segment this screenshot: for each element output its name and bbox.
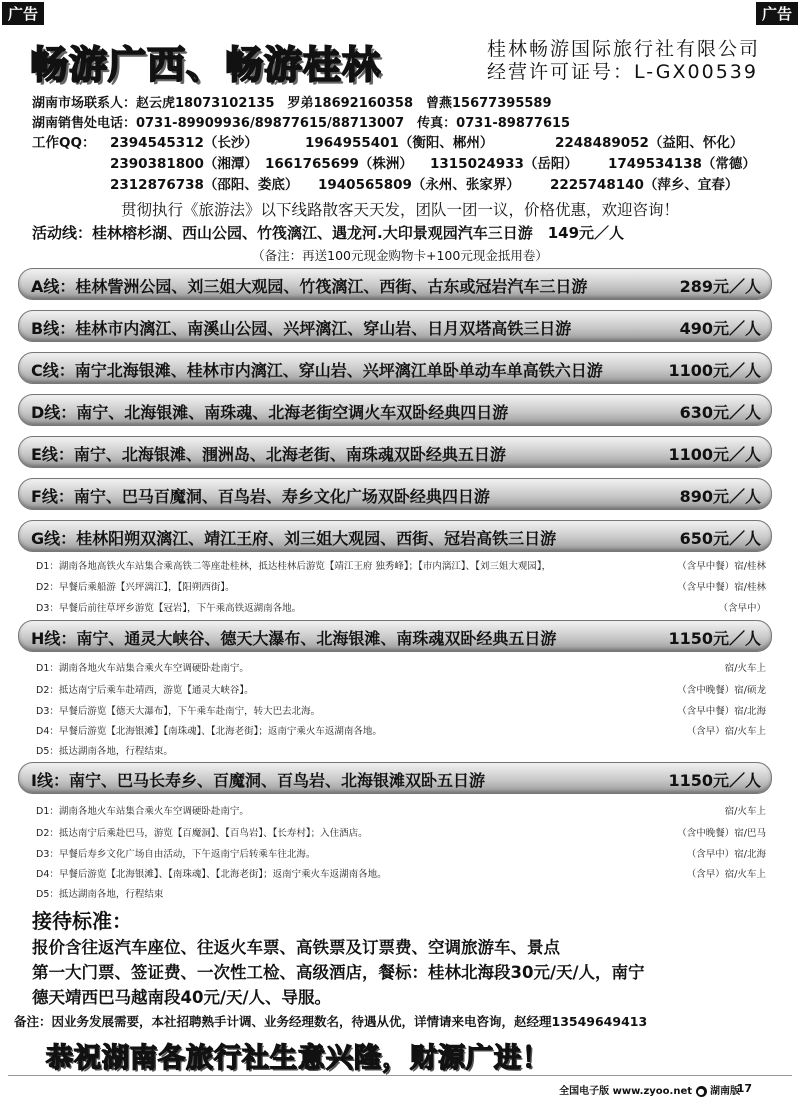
route-title: C线：南宁北海银滩、桂林市内漓江、穿山岩、兴坪漓江单卧单动车单高铁六日游 (31, 361, 603, 380)
slogan: 恭祝湖南各旅行社生意兴隆，财源广进！ (46, 1043, 550, 1074)
route-bar-c (18, 352, 772, 384)
itinerary-row: D4：早餐后游览【北海银滩】【南珠魂】、【北海老街】；返南宁乘火车返湖南各地。 （含早）宿/火车上 (36, 726, 766, 737)
route-title: A线：桂林訾洲公园、刘三姐大观园、竹筏漓江、西街、古东或冠岩汽车三日游 (31, 277, 588, 296)
license-number: 经营许可证号：L-GX00539 (486, 61, 758, 83)
route-title: G线：桂林阳朔双漓江、靖江王府、刘三姐大观园、西街、冠岩高铁三日游 (31, 529, 557, 548)
qq-item: 1940565809（永州、张家界） (318, 177, 520, 193)
route-bar-b (18, 310, 772, 342)
route-title: B线：桂林市内漓江、南溪山公园、兴坪漓江、穿山岩、日月双塔高铁三日游 (31, 319, 572, 338)
footer-edition: 湖南版 (710, 1086, 740, 1097)
service-standard-title: 接待标准： (32, 909, 132, 933)
itinerary-row: D1：湖南各地火车站集合乘火车空调硬卧赴南宁。 宿/火车上 (36, 806, 766, 817)
service-standard-line: 德天靖西巴马越南段40元/天/人、导服。 (32, 988, 332, 1007)
route-bar-g (18, 520, 772, 552)
route-bar-d (18, 394, 772, 426)
itinerary-row: D2：抵达南宁后乘车赴靖西，游览【通灵大峡谷】。 （含中晚餐）宿/硕龙 (36, 685, 766, 696)
contact-line-hunan: 湖南市场联系人：赵云虎18073102135 罗弟18692160358 曾燕15677395589 (32, 96, 552, 111)
itinerary-row: D5：抵达湖南各地，行程结束。 (36, 746, 173, 757)
route-title: H线：南宁、通灵大峡谷、德天大瀑布、北海银滩、南珠魂双卧经典五日游 (31, 629, 557, 648)
ad-label-right: 广告 (756, 2, 798, 25)
route-bar-i (18, 762, 772, 794)
qq-item: 2312876738（邵阳、娄底） (110, 177, 299, 193)
policy-banner: 贯彻执行《旅游法》以下线路散客天天发，团队一团一议，价格优惠，欢迎咨询！ (120, 201, 679, 219)
route-price: 890元／人 (679, 487, 761, 506)
route-price: 1150元／人 (668, 629, 761, 648)
activity-note: （备注：再送100元现金购物卡+100元现金抵用卷） (252, 248, 548, 263)
hero-title: 畅游广西、畅游桂林 (30, 43, 382, 87)
footer-site: 全国电子版 www.zyoo.net ● 湖南版 (559, 1086, 740, 1097)
company-name: 桂林畅游国际旅行社有限公司 (486, 38, 760, 60)
route-price: 650元／人 (679, 529, 761, 548)
route-title: I线：南宁、巴马长寿乡、百魔洞、百鸟岩、北海银滩双卧五日游 (31, 771, 485, 790)
route-price: 1100元／人 (668, 445, 761, 464)
service-standard-line: 报价含往返汽车座位、往返火车票、高铁票及订票费、空调旅游车、景点 (32, 938, 560, 957)
itinerary-row: D4：早餐后游览【北海银滩】、【南珠魂】、【北海老街】；返南宁乘火车返湖南各地。 （含早）宿/火车上 (36, 869, 766, 880)
itinerary-row: D5：抵达湖南各地，行程结束 (36, 889, 164, 900)
route-title: E线：南宁、北海银滩、涠洲岛、北海老街、南珠魂双卧经典五日游 (31, 445, 506, 464)
route-bar-f (18, 478, 772, 510)
qq-item: 1749534138（常德） (608, 156, 756, 172)
itinerary-row: D3：早餐后寿乡文化广场自由活动，下午返南宁后转乘车往北海。 （含早中）宿/北海 (36, 849, 766, 860)
qq-item: 2390381800（湘潭） (110, 156, 258, 172)
company-block (487, 38, 760, 84)
route-bar-e (18, 436, 772, 468)
page-number: 17 (736, 1082, 752, 1095)
ad-label-left: 广告 (2, 2, 44, 25)
route-price: 289元／人 (679, 277, 761, 296)
qq-label: 工作QQ： (32, 135, 96, 151)
itinerary-row: D2：早餐后乘船游【兴坪漓江】，【阳朔西街】。 （含早中餐）宿/桂林 (36, 582, 766, 593)
qq-item: 1964955401（衡阳、郴州） (305, 135, 494, 151)
service-standard-line: 第一大门票、签证费、一次性工检、高级酒店，餐标：桂林北海段30元/天/人，南宁 (32, 963, 645, 982)
qq-item: 1661765699（株洲） (265, 156, 413, 172)
route-title: D线：南宁、北海银滩、南珠魂、北海老街空调火车双卧经典四日游 (31, 403, 509, 422)
edition-logo-icon: ● (696, 1086, 707, 1097)
route-price: 630元／人 (679, 403, 761, 422)
route-price: 490元／人 (679, 319, 761, 338)
qq-item: 2394545312（长沙） (110, 135, 258, 151)
route-bar-a (18, 268, 772, 300)
route-bar-h (18, 620, 772, 652)
route-price: 1150元／人 (668, 771, 761, 790)
itinerary-row: D1：湖南各地火车站集合乘火车空调硬卧赴南宁。 宿/火车上 (36, 663, 766, 674)
contact-line-phone: 湖南销售处电话：0731-89909936/89877615/88713007 传真：0731-89877615 (32, 116, 571, 131)
recruit-remark: 备注：因业务发展需要，本社招聘熟手计调、业务经理数名，待遇从优，详情请来电咨询，赵经理13549649413 (14, 1014, 648, 1029)
qq-item: 2248489052（益阳、怀化） (555, 135, 744, 151)
qq-item: 2225748140（萍乡、宜春） (550, 177, 739, 193)
itinerary-row: D2：抵达南宁后乘赴巴马，游览【百魔洞】、【百鸟岩】、【长寿村】；入住酒店。 （含中晚餐）宿/巴马 (36, 828, 766, 839)
itinerary-row: D3：早餐后游览【德天大瀑布】，下午乘车赴南宁，转大巴去北海。 （含早中餐）宿/北海 (36, 706, 766, 717)
footer-rule (8, 1075, 792, 1076)
itinerary-row: D1：湖南各地高铁火车站集合乘高铁二等座赴桂林，抵达桂林后游览【靖江王府 独秀峰】；【市内漓江】、【刘三姐大观园】， （含早中餐）宿/桂林 (36, 561, 766, 572)
qq-item: 1315024933（岳阳） (430, 156, 578, 172)
activity-line: 活动线：桂林榕杉湖、西山公园、竹筏漓江、遇龙河.大印景观园汽车三日游 149元／人 (32, 224, 625, 242)
itinerary-row: D3：早餐后前往草坪乡游览【冠岩】，下午乘高铁返湖南各地。 （含早中） (36, 603, 766, 614)
route-title: F线：南宁、巴马百魔洞、百鸟岩、寿乡文化广场双卧经典四日游 (31, 487, 490, 506)
route-price: 1100元／人 (668, 361, 761, 380)
